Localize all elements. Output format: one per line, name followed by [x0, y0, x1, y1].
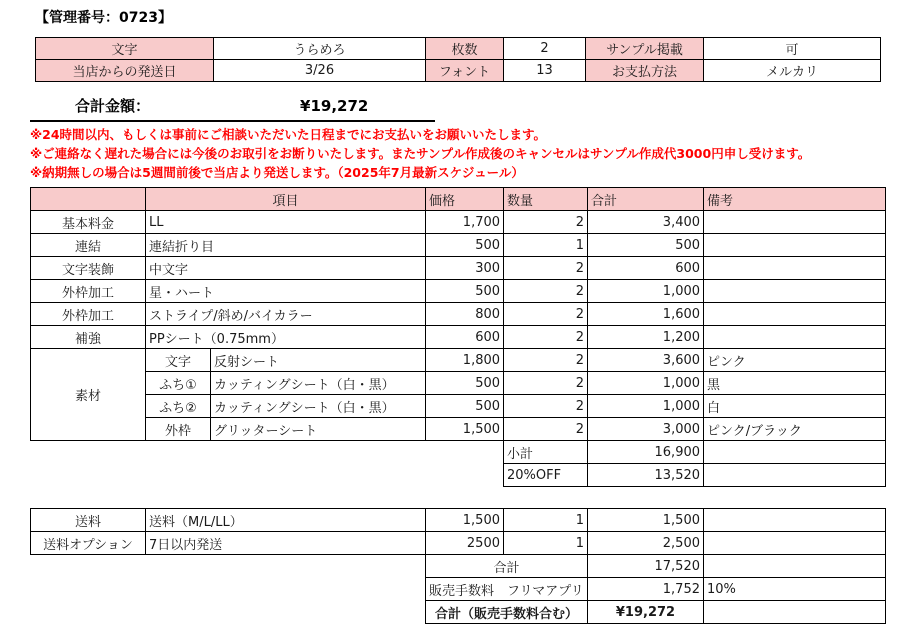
note-cell — [704, 532, 886, 555]
qty-cell: 1 — [504, 234, 588, 257]
spacer-cell — [31, 601, 426, 624]
spacer-cell — [31, 441, 504, 464]
info-label-payment: お支払方法 — [586, 60, 704, 82]
note-cell — [704, 441, 886, 464]
fee-row — [31, 578, 886, 601]
subtotal-row — [31, 441, 886, 464]
fee-note: 10% — [704, 578, 886, 601]
price-cell: 500 — [426, 372, 504, 395]
material-row — [31, 349, 886, 372]
qty-cell: 1 — [504, 532, 588, 555]
price-cell: 800 — [426, 303, 504, 326]
total-cell: 3,600 — [588, 349, 704, 372]
header-total: 合計 — [588, 188, 704, 211]
material-row — [31, 395, 886, 418]
item-cell: 7日以内発送 — [146, 532, 426, 555]
total-cell: 600 — [588, 257, 704, 280]
summary-total-label: 合計 — [426, 555, 588, 578]
qty-cell: 1 — [504, 509, 588, 532]
category-cell: 送料オプション — [31, 532, 146, 555]
info-value-sheets: 2 — [504, 38, 586, 60]
price-cell: 600 — [426, 326, 504, 349]
material-category-cell: 素材 — [31, 349, 146, 441]
pricing-table — [30, 187, 886, 487]
item-cell: 反射シート — [211, 349, 426, 372]
price-cell: 500 — [426, 234, 504, 257]
subtotal-label: 小計 — [504, 441, 588, 464]
info-value-sample: 可 — [704, 38, 881, 60]
info-label-sample: サンプル掲載 — [586, 38, 704, 60]
header-qty: 数量 — [504, 188, 588, 211]
header-note: 備考 — [704, 188, 886, 211]
table-row — [31, 326, 886, 349]
item-cell: 中文字 — [146, 257, 426, 280]
info-value-font: 13 — [504, 60, 586, 82]
qty-cell: 2 — [504, 257, 588, 280]
table-row — [31, 280, 886, 303]
note-line: ※24時間以内、もしくは事前にご相談いただいた日程までにお支払いをお願いいたします。 — [30, 127, 547, 142]
spacer-cell — [31, 555, 426, 578]
price-cell: 1,500 — [426, 418, 504, 441]
note-cell — [704, 601, 886, 624]
table-row — [31, 532, 886, 555]
material-row — [31, 418, 886, 441]
category-cell: 文字装飾 — [31, 257, 146, 280]
fee-label: 販売手数料 フリマアプリ — [426, 578, 588, 601]
category-cell: 連結 — [31, 234, 146, 257]
qty-cell: 2 — [504, 418, 588, 441]
item-cell: カッティングシート（白・黒） — [211, 395, 426, 418]
summary-total-row — [31, 555, 886, 578]
info-row — [36, 60, 881, 82]
qty-cell: 2 — [504, 280, 588, 303]
note-cell: ピンク — [704, 349, 886, 372]
total-amount-value: ¥19,272 — [300, 97, 369, 115]
category-cell: 補強 — [31, 326, 146, 349]
note-cell: 白 — [704, 395, 886, 418]
total-cell: 1,600 — [588, 303, 704, 326]
grand-total-value: ¥19,272 — [588, 601, 704, 624]
note-cell — [704, 303, 886, 326]
fee-value: 1,752 — [588, 578, 704, 601]
grand-total-label: 合計（販売手数料合む） — [426, 601, 588, 624]
note-cell — [704, 326, 886, 349]
note-cell: ピンク/ブラック — [704, 418, 886, 441]
total-amount-label: 合計金額： — [75, 97, 151, 115]
total-cell: 1,200 — [588, 326, 704, 349]
item-cell: カッティングシート（白・黒） — [211, 372, 426, 395]
category-cell: 外枠加工 — [31, 303, 146, 326]
header-category-blank — [31, 188, 146, 211]
material-sub-cell: 外枠 — [146, 418, 211, 441]
qty-cell: 2 — [504, 395, 588, 418]
info-label-ship-date: 当店からの発送日 — [36, 60, 214, 82]
payment-notes — [30, 125, 907, 182]
table-row — [31, 257, 886, 280]
item-cell: グリッターシート — [211, 418, 426, 441]
material-sub-cell: ふち② — [146, 395, 211, 418]
spacer-cell — [31, 578, 426, 601]
management-number-title: 【管理番号：0723】 — [35, 10, 172, 26]
discount-label: 20%OFF — [504, 464, 588, 487]
info-label-sheets: 枚数 — [426, 38, 504, 60]
note-cell — [704, 509, 886, 532]
price-cell: 500 — [426, 395, 504, 418]
category-cell: 基本料金 — [31, 211, 146, 234]
shipping-table — [30, 508, 886, 624]
total-amount-line — [30, 95, 435, 122]
price-cell: 1,700 — [426, 211, 504, 234]
price-cell: 1,500 — [426, 509, 504, 532]
total-cell: 1,500 — [588, 509, 704, 532]
total-cell: 1,000 — [588, 395, 704, 418]
pricing-header-row — [31, 188, 886, 211]
discount-row — [31, 464, 886, 487]
header-item: 項目 — [146, 188, 426, 211]
qty-cell: 2 — [504, 372, 588, 395]
note-cell — [704, 555, 886, 578]
total-cell: 1,000 — [588, 280, 704, 303]
info-label-font: フォント — [426, 60, 504, 82]
qty-cell: 2 — [504, 349, 588, 372]
header-price: 価格 — [426, 188, 504, 211]
item-cell: LL — [146, 211, 426, 234]
note-cell — [704, 464, 886, 487]
item-cell: 送料（M/L/LL） — [146, 509, 426, 532]
total-cell: 500 — [588, 234, 704, 257]
material-sub-cell: ふち① — [146, 372, 211, 395]
qty-cell: 2 — [504, 303, 588, 326]
note-cell — [704, 234, 886, 257]
table-row — [31, 234, 886, 257]
category-cell: 送料 — [31, 509, 146, 532]
qty-cell: 2 — [504, 211, 588, 234]
item-cell: 連結折り目 — [146, 234, 426, 257]
info-label-text: 文字 — [36, 38, 214, 60]
total-cell: 1,000 — [588, 372, 704, 395]
table-row — [31, 303, 886, 326]
note-cell — [704, 257, 886, 280]
note-line: ※ご連絡なく遅れた場合には今後のお取引をお断りいたします。またサンプル作成後のキャンセルはサンプル作成代3000円申し受けます。 — [30, 146, 811, 161]
table-row — [31, 211, 886, 234]
total-cell: 3,400 — [588, 211, 704, 234]
price-cell: 1,800 — [426, 349, 504, 372]
price-cell: 500 — [426, 280, 504, 303]
info-row — [36, 38, 881, 60]
price-cell: 2500 — [426, 532, 504, 555]
summary-total-value: 17,520 — [588, 555, 704, 578]
note-line: ※納期無しの場合は5週間前後で当店より発送します。（2025年7月最新スケジュール） — [30, 165, 524, 180]
item-cell: ストライプ/斜め/バイカラー — [146, 303, 426, 326]
total-cell: 3,000 — [588, 418, 704, 441]
total-cell: 2,500 — [588, 532, 704, 555]
info-value-payment: メルカリ — [704, 60, 881, 82]
discount-value: 13,520 — [588, 464, 704, 487]
qty-cell: 2 — [504, 326, 588, 349]
note-cell — [704, 211, 886, 234]
spacer-cell — [31, 464, 504, 487]
note-cell: 黒 — [704, 372, 886, 395]
order-info-table — [35, 37, 881, 82]
grand-total-row — [31, 601, 886, 624]
info-value-ship-date: 3/26 — [214, 60, 426, 82]
item-cell: 星・ハート — [146, 280, 426, 303]
table-row — [31, 509, 886, 532]
info-value-text: うらめろ — [214, 38, 426, 60]
material-sub-cell: 文字 — [146, 349, 211, 372]
category-cell: 外枠加工 — [31, 280, 146, 303]
price-cell: 300 — [426, 257, 504, 280]
material-row — [31, 372, 886, 395]
item-cell: PPシート（0.75mm） — [146, 326, 426, 349]
note-cell — [704, 280, 886, 303]
subtotal-value: 16,900 — [588, 441, 704, 464]
